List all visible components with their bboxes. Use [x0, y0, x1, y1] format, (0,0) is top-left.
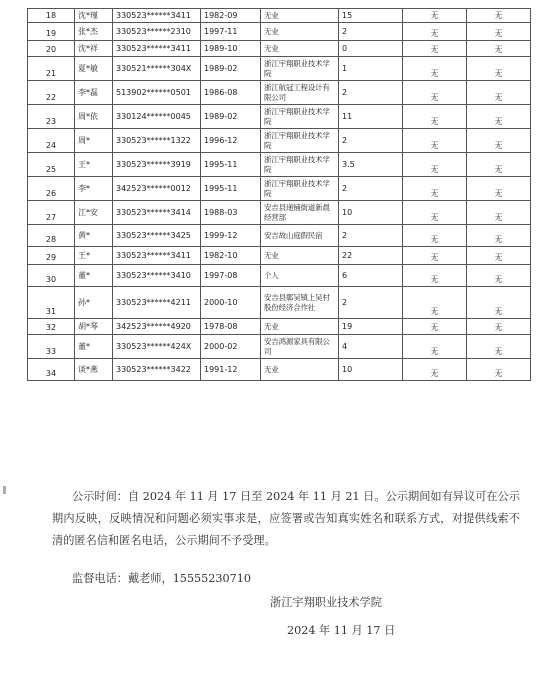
work-unit: 浙江宇翔职业技术学院	[261, 105, 339, 129]
years-value: 2	[339, 23, 403, 41]
table-row	[28, 177, 531, 201]
record-column-1: 无	[403, 81, 467, 105]
person-name: 黄*	[75, 225, 113, 247]
record-column-2: 无	[467, 81, 531, 105]
years-value: 0	[339, 41, 403, 57]
row-number: 20	[28, 41, 75, 57]
record-column-2: 无	[467, 153, 531, 177]
id-number: 330523******3411	[113, 41, 201, 57]
record-column-2: 无	[467, 225, 531, 247]
birth-date: 1997-08	[201, 265, 261, 287]
birth-date: 1978-08	[201, 319, 261, 335]
id-number: 330523******3411	[113, 9, 201, 23]
birth-date: 1982-10	[201, 247, 261, 265]
table-row	[28, 57, 531, 81]
table-row	[28, 41, 531, 57]
person-name: 夏*敏	[75, 57, 113, 81]
years-value: 2	[339, 129, 403, 153]
record-column-2: 无	[467, 57, 531, 81]
table-row	[28, 319, 531, 335]
table-row	[28, 225, 531, 247]
id-number: 330523******3422	[113, 359, 201, 381]
row-number: 31	[28, 287, 75, 319]
work-unit: 无业	[261, 359, 339, 381]
birth-date: 1999-12	[201, 225, 261, 247]
id-number: 330521******304X	[113, 57, 201, 81]
years-value: 19	[339, 319, 403, 335]
table-row	[28, 247, 531, 265]
row-number: 21	[28, 57, 75, 81]
record-column-1: 无	[403, 41, 467, 57]
table-row	[28, 9, 531, 23]
candidate-table	[27, 8, 530, 381]
id-number: 330523******3919	[113, 153, 201, 177]
work-unit: 安吉鸿源家具有限公司	[261, 335, 339, 359]
record-column-1: 无	[403, 265, 467, 287]
id-number: 342523******0012	[113, 177, 201, 201]
birth-date: 1989-02	[201, 105, 261, 129]
record-column-1: 无	[403, 129, 467, 153]
record-column-1: 无	[403, 287, 467, 319]
notice-text: 公示时间：自 2024 年 11 月 17 日至 2024 年 11 月 21 日。公示期间如有异议可在公示期内反映，反映情况和问题必须实事求是，应签署或告知真实姓名和联系方式，对提供线索不清的匿名信和匿名电话，公示期间不予受理。	[52, 490, 520, 547]
work-unit: 无业	[261, 41, 339, 57]
record-column-2: 无	[467, 319, 531, 335]
row-number: 23	[28, 105, 75, 129]
birth-date: 1995-11	[201, 153, 261, 177]
work-unit: 无业	[261, 23, 339, 41]
years-value: 2	[339, 81, 403, 105]
work-unit: 浙江宇翔职业技术学院	[261, 57, 339, 81]
record-column-2: 无	[467, 23, 531, 41]
work-unit: 无业	[261, 247, 339, 265]
person-name: 沈*祥	[75, 41, 113, 57]
record-column-2: 无	[467, 129, 531, 153]
record-column-1: 无	[403, 105, 467, 129]
row-number: 34	[28, 359, 75, 381]
table-row	[28, 335, 531, 359]
birth-date: 2000-02	[201, 335, 261, 359]
page-edge-mark	[3, 486, 6, 494]
years-value: 2	[339, 225, 403, 247]
table-row	[28, 287, 531, 319]
years-value: 22	[339, 247, 403, 265]
table-row	[28, 23, 531, 41]
id-number: 330523******4211	[113, 287, 201, 319]
person-name: 董*	[75, 335, 113, 359]
notice-paragraph	[52, 486, 520, 552]
table-row	[28, 359, 531, 381]
record-column-2: 无	[467, 335, 531, 359]
work-unit: 浙江宇翔职业技术学院	[261, 129, 339, 153]
work-unit: 浙江宇翔职业技术学院	[261, 177, 339, 201]
birth-date: 1989-02	[201, 57, 261, 81]
person-name: 沈*瑾	[75, 9, 113, 23]
issuing-organization: 浙江宇翔职业技术学院	[270, 596, 382, 609]
years-value: 11	[339, 105, 403, 129]
record-column-1: 无	[403, 201, 467, 225]
record-column-2: 无	[467, 105, 531, 129]
work-unit: 个人	[261, 265, 339, 287]
years-value: 1	[339, 57, 403, 81]
record-column-2: 无	[467, 201, 531, 225]
birth-date: 1995-11	[201, 177, 261, 201]
id-number: 330124******0045	[113, 105, 201, 129]
record-column-2: 无	[467, 265, 531, 287]
row-number: 27	[28, 201, 75, 225]
person-name: 李*磊	[75, 81, 113, 105]
person-name: 胡*琴	[75, 319, 113, 335]
years-value: 3.5	[339, 153, 403, 177]
row-number: 33	[28, 335, 75, 359]
birth-date: 1982-09	[201, 9, 261, 23]
id-number: 330523******424X	[113, 335, 201, 359]
birth-date: 1988-03	[201, 201, 261, 225]
years-value: 15	[339, 9, 403, 23]
id-number: 330523******3414	[113, 201, 201, 225]
id-number: 330523******3411	[113, 247, 201, 265]
years-value: 2	[339, 287, 403, 319]
person-name: 董*	[75, 265, 113, 287]
row-number: 19	[28, 23, 75, 41]
person-name: 李*	[75, 177, 113, 201]
id-number: 330523******1322	[113, 129, 201, 153]
record-column-1: 无	[403, 319, 467, 335]
work-unit: 无业	[261, 9, 339, 23]
row-number: 22	[28, 81, 75, 105]
birth-date: 1991-12	[201, 359, 261, 381]
person-name: 王*	[75, 247, 113, 265]
person-name: 张*杰	[75, 23, 113, 41]
table-row	[28, 265, 531, 287]
record-column-2: 无	[467, 359, 531, 381]
person-name: 谈*燕	[75, 359, 113, 381]
supervision-phone: 监督电话：戴老师，15555230710	[72, 572, 251, 585]
table-row	[28, 81, 531, 105]
birth-date: 2000-10	[201, 287, 261, 319]
row-number: 28	[28, 225, 75, 247]
birth-date: 1986-08	[201, 81, 261, 105]
record-column-1: 无	[403, 23, 467, 41]
record-column-1: 无	[403, 359, 467, 381]
record-column-2: 无	[467, 287, 531, 319]
person-name: 江*安	[75, 201, 113, 225]
person-name: 周*依	[75, 105, 113, 129]
birth-date: 1997-11	[201, 23, 261, 41]
work-unit: 无业	[261, 319, 339, 335]
person-name: 周*	[75, 129, 113, 153]
table-row	[28, 153, 531, 177]
issue-date: 2024 年 11 月 17 日	[287, 624, 396, 637]
id-number: 330523******3425	[113, 225, 201, 247]
work-unit: 安吉县鄣吴镇上吴村股份经济合作社	[261, 287, 339, 319]
person-name: 孙*	[75, 287, 113, 319]
record-column-1: 无	[403, 247, 467, 265]
record-column-1: 无	[403, 225, 467, 247]
record-column-2: 无	[467, 177, 531, 201]
row-number: 29	[28, 247, 75, 265]
record-column-1: 无	[403, 153, 467, 177]
row-number: 26	[28, 177, 75, 201]
table-row	[28, 201, 531, 225]
table-row	[28, 105, 531, 129]
table-row	[28, 129, 531, 153]
row-number: 24	[28, 129, 75, 153]
work-unit: 安吉故山庭假民宿	[261, 225, 339, 247]
id-number: 513902******0501	[113, 81, 201, 105]
years-value: 6	[339, 265, 403, 287]
years-value: 10	[339, 359, 403, 381]
years-value: 4	[339, 335, 403, 359]
record-column-2: 无	[467, 9, 531, 23]
record-column-1: 无	[403, 57, 467, 81]
person-name: 王*	[75, 153, 113, 177]
table-body	[28, 9, 531, 381]
id-number: 330523******3410	[113, 265, 201, 287]
birth-date: 1996-12	[201, 129, 261, 153]
row-number: 32	[28, 319, 75, 335]
work-unit: 浙江宇翔职业技术学院	[261, 153, 339, 177]
years-value: 2	[339, 177, 403, 201]
row-number: 25	[28, 153, 75, 177]
row-number: 30	[28, 265, 75, 287]
work-unit: 浙江航冠工程设计有限公司	[261, 81, 339, 105]
id-number: 330523******2310	[113, 23, 201, 41]
years-value: 10	[339, 201, 403, 225]
birth-date: 1989-10	[201, 41, 261, 57]
id-number: 342523******4920	[113, 319, 201, 335]
record-column-2: 无	[467, 41, 531, 57]
record-column-1: 无	[403, 177, 467, 201]
work-unit: 安吉县递铺街道新晨经营部	[261, 201, 339, 225]
record-column-1: 无	[403, 9, 467, 23]
row-number: 18	[28, 9, 75, 23]
record-column-2: 无	[467, 247, 531, 265]
record-column-1: 无	[403, 335, 467, 359]
